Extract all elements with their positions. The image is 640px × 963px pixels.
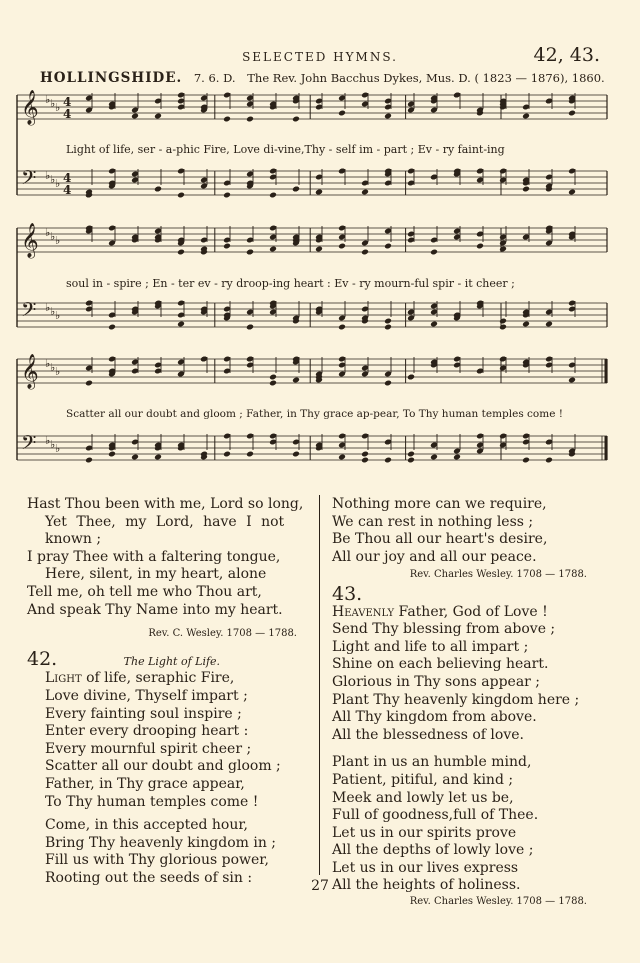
note-head <box>499 318 507 325</box>
verse-line: Send Thy blessing from above ; <box>332 621 556 638</box>
flat-sign-icon: ♭ <box>50 97 56 110</box>
flat-sign-icon: ♭ <box>50 438 56 451</box>
note-head <box>384 243 392 250</box>
verse-line: Light and life to all impart ; <box>332 638 529 655</box>
note-head <box>338 324 346 331</box>
note-head <box>499 246 507 253</box>
verse-line: We can rest in nothing less ; <box>332 513 534 530</box>
verse-line: I pray Thee with a faltering tongue, <box>27 548 281 565</box>
attribution: Rev. Charles Wesley. 1708 — 1788. <box>409 569 587 581</box>
note-head <box>361 189 369 196</box>
verse-line: Plant Thy heavenly kingdom here ; <box>332 691 580 708</box>
stanza <box>27 817 317 887</box>
hymn-subtitle: The Light of Life. <box>123 654 221 668</box>
verse-line: Rooting out the seeds of sin : <box>45 869 253 886</box>
note-head <box>154 454 162 461</box>
note-head <box>223 243 231 250</box>
left-column <box>27 496 317 887</box>
note-head <box>154 186 162 193</box>
treble-clef-icon: 𝄞 <box>21 354 39 389</box>
note-head <box>246 324 254 331</box>
bass-clef-icon: 𝄢 <box>21 166 37 194</box>
note-head <box>223 116 231 123</box>
verse-line: Scatter all our doubt and gloom ; <box>45 758 281 775</box>
note-head <box>522 186 530 193</box>
flat-sign-icon: ♭ <box>55 309 61 322</box>
verse-line: And speak Thy Name into my heart. <box>27 601 283 618</box>
note-head <box>269 192 277 199</box>
verse-line: All the heights of holiness. <box>332 877 521 894</box>
note-head <box>522 457 530 464</box>
flat-sign-icon: ♭ <box>50 230 56 243</box>
note-head <box>522 321 530 328</box>
note-head <box>545 457 553 464</box>
stanza <box>27 670 317 811</box>
tune-name: HOLLINGSHIDE. <box>40 70 183 86</box>
initial-word: Light <box>45 670 82 687</box>
tune-meter: 7. 6. D. <box>193 71 236 85</box>
note-head <box>292 451 300 458</box>
verse-line: Light of life, seraphic Fire, <box>45 670 235 687</box>
flat-sign-icon: ♭ <box>55 101 61 114</box>
flat-sign-icon: ♭ <box>45 93 51 106</box>
verse-line: Every fainting soul inspire ; <box>45 705 242 722</box>
note-head <box>430 321 438 328</box>
note-head <box>407 457 415 464</box>
attribution: Rev. Charles Wesley. 1708 — 1788. <box>409 896 587 908</box>
flat-sign-icon: ♭ <box>45 434 51 447</box>
hymn-number: 43. <box>332 582 363 605</box>
prev-hymn-ending <box>27 496 317 643</box>
verse-line: Be Thou all our heart's desire, <box>332 531 548 548</box>
verse-line: All the depths of lowly love ; <box>332 842 534 859</box>
note-head <box>246 116 254 123</box>
right-column <box>332 496 622 911</box>
bass-clef-icon: 𝄢 <box>21 431 37 459</box>
note-head <box>85 380 93 387</box>
note-head <box>568 377 576 384</box>
note-head <box>269 374 277 381</box>
verse-line: Patient, pitiful, and kind ; <box>332 771 514 788</box>
hymn-number: 42. <box>27 647 58 670</box>
note-head <box>338 243 346 250</box>
note-head <box>384 113 392 120</box>
verse-line: All our joy and all our peace. <box>332 548 537 565</box>
lyric-line-1: Light of life, ser - a-phic Fire, Love di-vine,Thy - self im - part ; Ev - ry faint-ing <box>66 143 505 156</box>
verse-line: Every mournful spirit cheer ; <box>45 740 252 757</box>
note-head <box>476 243 484 250</box>
note-head <box>522 113 530 120</box>
page-number: 27 <box>311 878 329 894</box>
flat-sign-icon: ♭ <box>50 361 56 374</box>
verse-line: Let us in our lives express <box>332 859 519 876</box>
verse-line: To Thy human temples come ! <box>45 793 259 810</box>
verse-line: Plant in us an humble mind, <box>332 754 532 771</box>
note-head <box>568 110 576 117</box>
note-head <box>338 454 346 461</box>
note-head <box>338 110 346 117</box>
note-head <box>85 457 93 464</box>
note-head <box>407 374 415 381</box>
verse-line: known ; <box>45 531 102 548</box>
verse-line: Meek and lowly let us be, <box>332 789 514 806</box>
initial-word: Heavenly <box>332 603 395 620</box>
attribution: Rev. C. Wesley. 1708 — 1788. <box>148 628 297 640</box>
verse-line: Hast Thou been with me, Lord so long, <box>27 496 304 512</box>
verse-line: Bring Thy heavenly kingdom in ; <box>45 834 277 851</box>
flat-sign-icon: ♭ <box>55 365 61 378</box>
verse-line: Come, in this accepted hour, <box>45 817 248 834</box>
note-head <box>407 451 415 458</box>
note-head <box>108 324 116 331</box>
note-head <box>292 377 300 384</box>
time-signature: 4 <box>63 171 72 185</box>
note-head <box>384 324 392 331</box>
note-head <box>568 189 576 196</box>
note-head <box>223 451 231 458</box>
tune-composer: The Rev. John Bacchus Dykes, Mus. D. ( 1823 — 1876), 1860. <box>247 71 605 85</box>
flat-sign-icon: ♭ <box>45 169 51 182</box>
verse-line: Father, in Thy grace appear, <box>45 775 245 792</box>
time-signature: 4 <box>63 183 72 197</box>
lyric-line-2: soul in - spire ; En - ter ev - ry droop-ing heart : Ev - ry mourn-ful spir - it cheer ; <box>66 277 515 290</box>
treble-clef-icon: 𝄞 <box>21 90 39 125</box>
flat-sign-icon: ♭ <box>55 234 61 247</box>
hymn-42 <box>27 647 317 888</box>
note-head <box>361 457 369 464</box>
verse-line: Here, silent, in my heart, alone <box>45 566 267 583</box>
verse-line: Let us in our spirits prove <box>332 824 517 841</box>
flat-sign-icon: ♭ <box>55 442 61 455</box>
lyric-line-3: Scatter all our doubt and gloom ; Father, in Thy grace ap-pear, To Thy human temples come ! <box>66 408 563 420</box>
note-head <box>246 249 254 256</box>
treble-clef-icon: 𝄞 <box>21 223 39 258</box>
verse-line: All the blessedness of love. <box>332 726 524 743</box>
note-head <box>499 324 507 331</box>
note-head <box>177 249 185 256</box>
note-head <box>269 380 277 387</box>
running-head: SELECTED HYMNS. <box>242 50 398 64</box>
flat-sign-icon: ♭ <box>55 177 61 190</box>
flat-sign-icon: ♭ <box>45 301 51 314</box>
verse-line: All Thy kingdom from above. <box>332 709 537 726</box>
note-head <box>108 451 116 458</box>
flat-sign-icon: ♭ <box>45 357 51 370</box>
verse-line: Fill us with Thy glorious power, <box>45 852 269 869</box>
stanza <box>332 754 622 895</box>
note-head <box>269 246 277 253</box>
note-head <box>292 186 300 193</box>
note-head <box>177 192 185 199</box>
verse-line: Shine on each believing heart. <box>332 656 549 673</box>
note-head <box>430 454 438 461</box>
verse-line: Heavenly Father, God of Love ! <box>332 603 548 620</box>
note-head <box>361 451 369 458</box>
verse-line: Love divine, Thyself impart ; <box>45 687 248 704</box>
flat-sign-icon: ♭ <box>45 226 51 239</box>
verse-line: Glorious in Thy sons appear ; <box>332 673 541 690</box>
flat-sign-icon: ♭ <box>50 173 56 186</box>
verse-line: Yet Thee, my Lord, have I not <box>45 513 285 530</box>
verse-line: Full of goodness,full of Thee. <box>332 807 539 824</box>
flat-sign-icon: ♭ <box>50 305 56 318</box>
verse-line: Nothing more can we require, <box>332 496 547 512</box>
note-head <box>292 116 300 123</box>
note-head <box>545 321 553 328</box>
note-head <box>384 380 392 387</box>
hymn-number-range: 42, 43. <box>533 44 600 66</box>
note-head <box>384 457 392 464</box>
note-head <box>361 249 369 256</box>
note-head <box>315 246 323 253</box>
note-head <box>246 451 254 458</box>
note-head <box>131 454 139 461</box>
time-signature: 4 <box>63 107 72 121</box>
bass-clef-icon: 𝄢 <box>21 298 37 326</box>
time-signature: 4 <box>63 95 72 109</box>
column-divider <box>319 495 320 875</box>
verse-line: Tell me, oh tell me who Thou art, <box>27 583 262 600</box>
note-head <box>430 249 438 256</box>
note-head <box>453 454 461 461</box>
tune-header <box>40 70 610 86</box>
note-head <box>223 192 231 199</box>
stanza <box>332 496 622 566</box>
note-head <box>131 113 139 120</box>
note-head <box>315 189 323 196</box>
stanza <box>332 604 622 745</box>
note-head <box>384 318 392 325</box>
verse-line: Enter every drooping heart : <box>45 723 249 740</box>
note-head <box>177 321 185 328</box>
hymn-43 <box>332 582 622 911</box>
note-head <box>154 113 162 120</box>
